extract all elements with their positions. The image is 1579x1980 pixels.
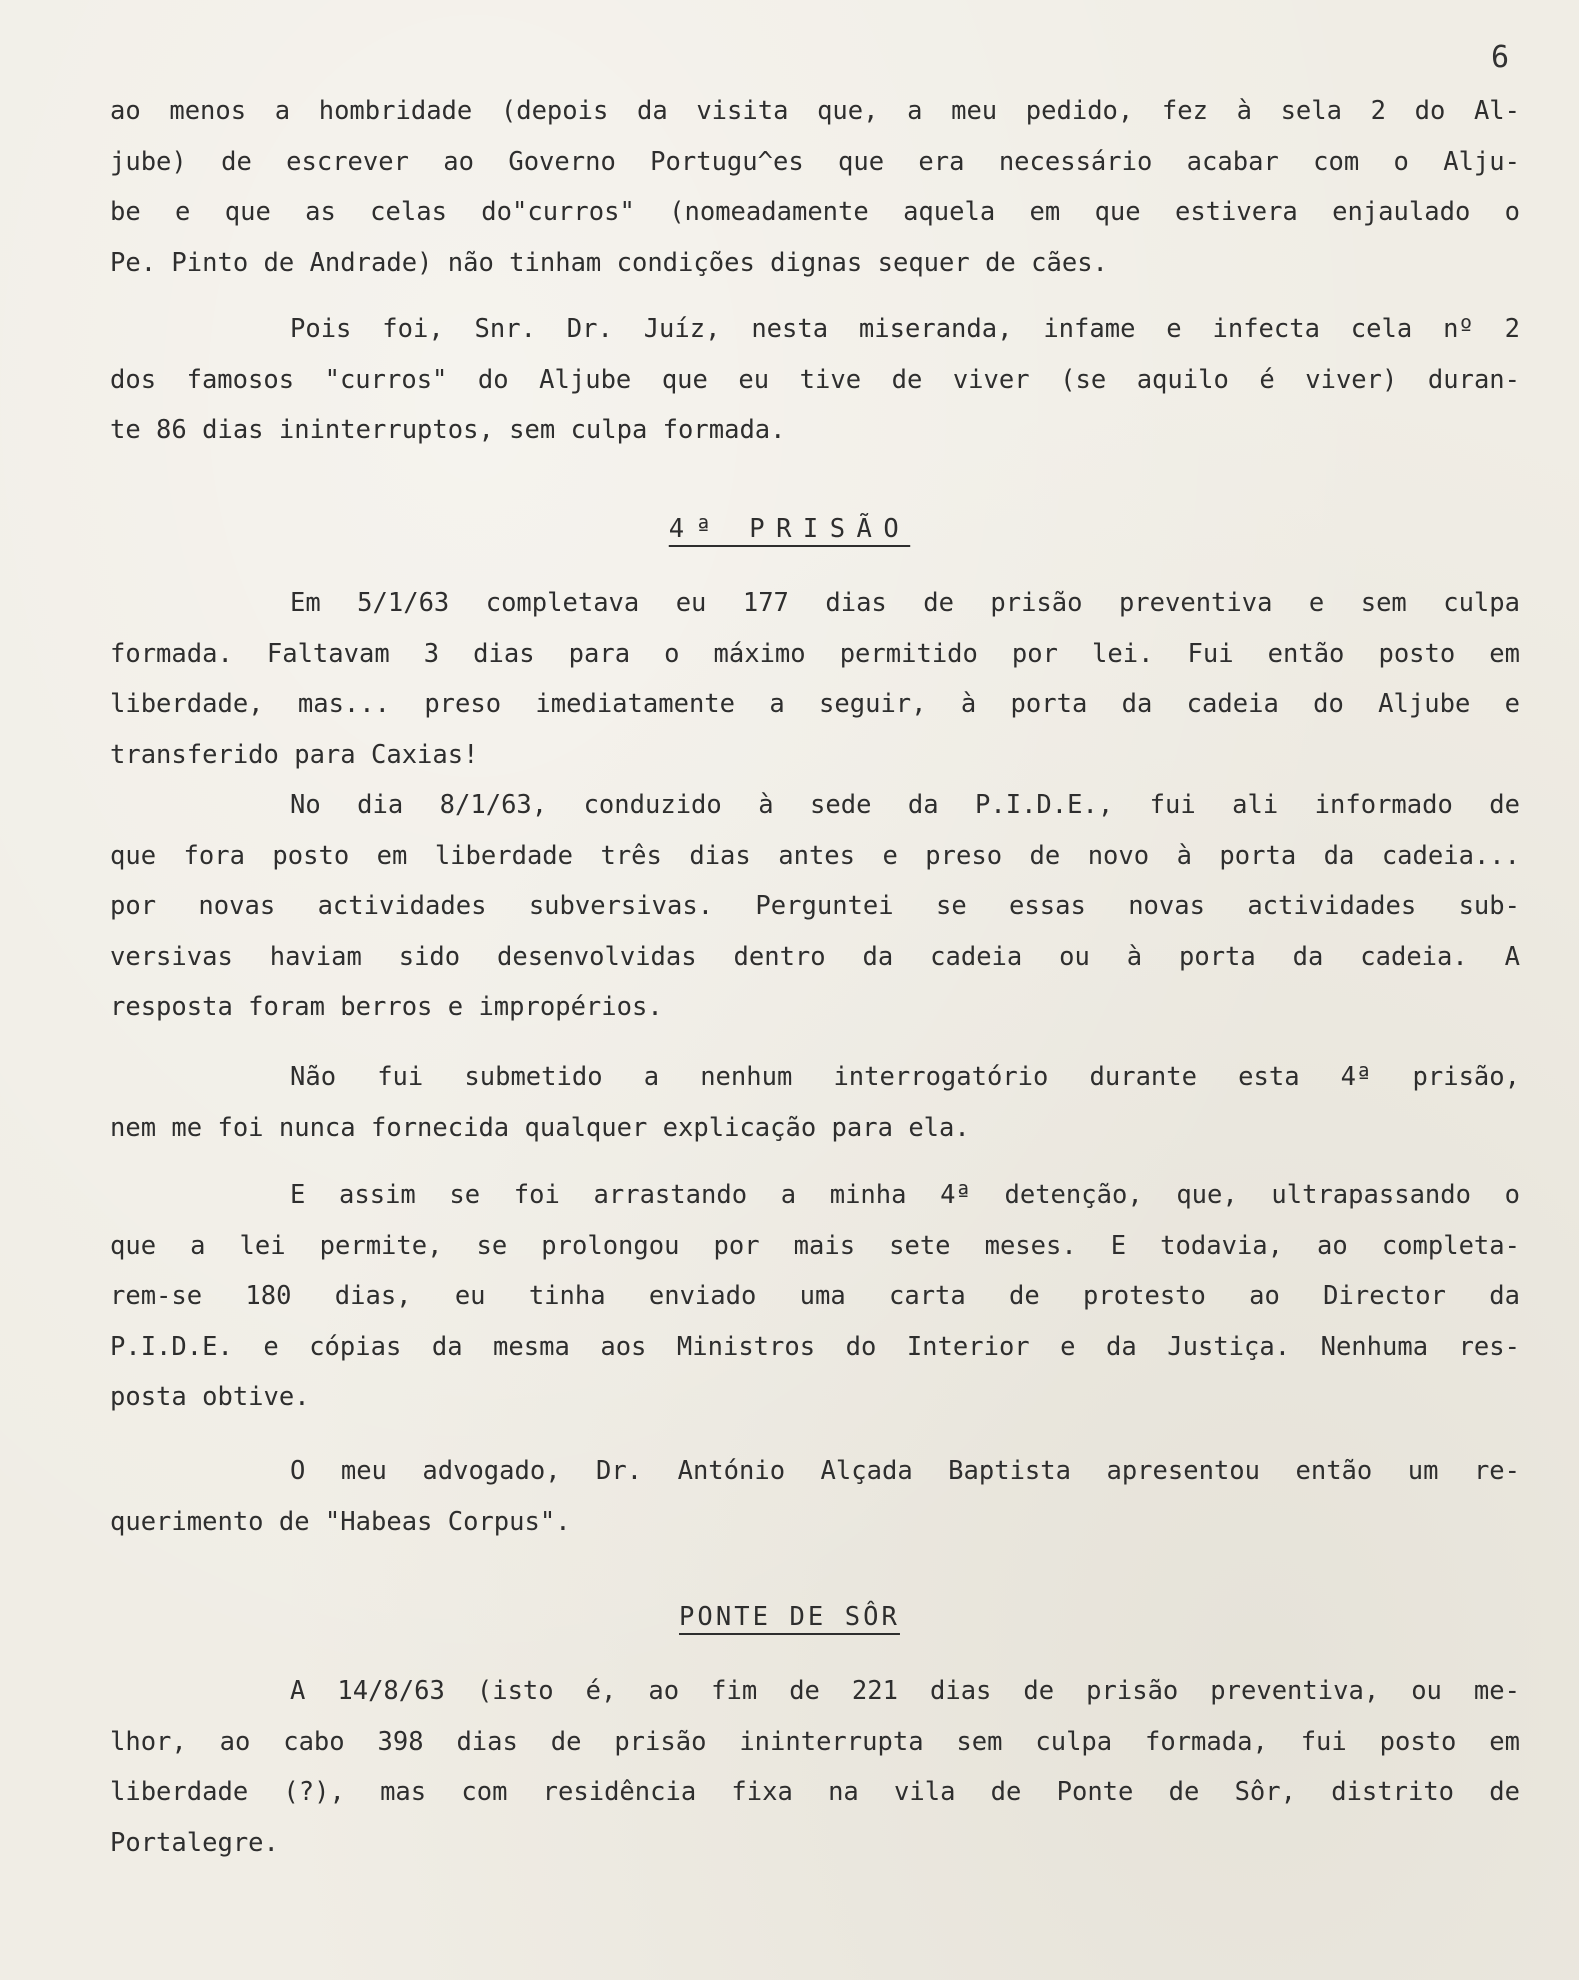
text-line: Portalegre. bbox=[110, 1827, 279, 1858]
paragraph-2 bbox=[110, 304, 1520, 456]
page-number: 6 bbox=[1490, 40, 1509, 75]
text-line: liberdade (?), mas com residência fixa na vila de Ponte de Sôr, distrito de bbox=[110, 1777, 1520, 1807]
heading-text: PONTE DE SÔR bbox=[679, 1602, 900, 1632]
text-line: Pe. Pinto de Andrade) não tinham condições dignas sequer de cães. bbox=[110, 247, 1108, 278]
paragraph-7 bbox=[110, 1446, 1520, 1547]
text-line: liberdade, mas... preso imediatamente a seguir, à porta da cadeia do Aljube e bbox=[110, 689, 1520, 719]
text-line: rem-se 180 dias, eu tinha enviado uma carta de protesto ao Director da bbox=[110, 1281, 1520, 1311]
text-line: A 14/8/63 (isto é, ao fim de 221 dias de prisão preventiva, ou me- bbox=[290, 1676, 1520, 1706]
paragraph-8 bbox=[110, 1666, 1520, 1868]
text-line: be e que as celas do"curros" (nomeadamente aquela em que estivera enjaulado o bbox=[110, 197, 1520, 227]
paragraph-3 bbox=[110, 578, 1520, 780]
text-line: por novas actividades subversivas. Perguntei se essas novas actividades sub- bbox=[110, 891, 1520, 921]
text-line: transferido para Caxias! bbox=[110, 739, 479, 770]
text-line: Em 5/1/63 completava eu 177 dias de prisão preventiva e sem culpa bbox=[290, 588, 1520, 618]
text-line: No dia 8/1/63, conduzido à sede da P.I.D.E., fui ali informado de bbox=[290, 790, 1520, 820]
paragraph-5 bbox=[110, 1052, 1520, 1153]
text-line: E assim se foi arrastando a minha 4ª detenção, que, ultrapassando o bbox=[290, 1180, 1520, 1210]
text-line: O meu advogado, Dr. António Alçada Baptista apresentou então um re- bbox=[290, 1456, 1520, 1486]
text-line: que a lei permite, se prolongou por mais sete meses. E todavia, ao completa- bbox=[110, 1230, 1520, 1261]
text-line: dos famosos "curros" do Aljube que eu tive de viver (se aquilo é viver) duran- bbox=[110, 364, 1520, 395]
text-line: posta obtive. bbox=[110, 1382, 310, 1412]
section-heading-4a-prisao bbox=[0, 514, 1579, 544]
text-line: te 86 dias ininterruptos, sem culpa formada. bbox=[110, 415, 786, 445]
text-line: resposta foram berros e impropérios. bbox=[110, 992, 663, 1022]
text-line: jube) de escrever ao Governo Portugu^es que era necessário acabar com o Alju- bbox=[110, 146, 1520, 177]
text-line: versivas haviam sido desenvolvidas dentro da cadeia ou à porta da cadeia. A bbox=[110, 941, 1520, 972]
paragraph-4 bbox=[110, 780, 1520, 1033]
section-heading-ponte-de-sor bbox=[0, 1602, 1579, 1632]
text-line: formada. Faltavam 3 dias para o máximo permitido por lei. Fui então posto em bbox=[110, 638, 1520, 669]
text-line: P.I.D.E. e cópias da mesma aos Ministros do Interior e da Justiça. Nenhuma res- bbox=[110, 1331, 1520, 1362]
paragraph-6 bbox=[110, 1170, 1520, 1423]
text-line: querimento de "Habeas Corpus". bbox=[110, 1506, 571, 1537]
text-line: Pois foi, Snr. Dr. Juíz, nesta miseranda, infame e infecta cela nº 2 bbox=[290, 314, 1520, 344]
text-line: Não fui submetido a nenhum interrogatório durante esta 4ª prisão, bbox=[290, 1062, 1520, 1092]
text-line: ao menos a hombridade (depois da visita que, a meu pedido, fez à sela 2 do Al- bbox=[110, 96, 1520, 126]
text-line: que fora posto em liberdade três dias antes e preso de novo à porta da cadeia... bbox=[110, 840, 1520, 871]
heading-text: 4ª PRISÃO bbox=[668, 514, 911, 544]
text-line: lhor, ao cabo 398 dias de prisão ininterrupta sem culpa formada, fui posto em bbox=[110, 1726, 1520, 1757]
text-line: nem me foi nunca fornecida qualquer explicação para ela. bbox=[110, 1112, 970, 1143]
paragraph-1 bbox=[110, 86, 1520, 288]
